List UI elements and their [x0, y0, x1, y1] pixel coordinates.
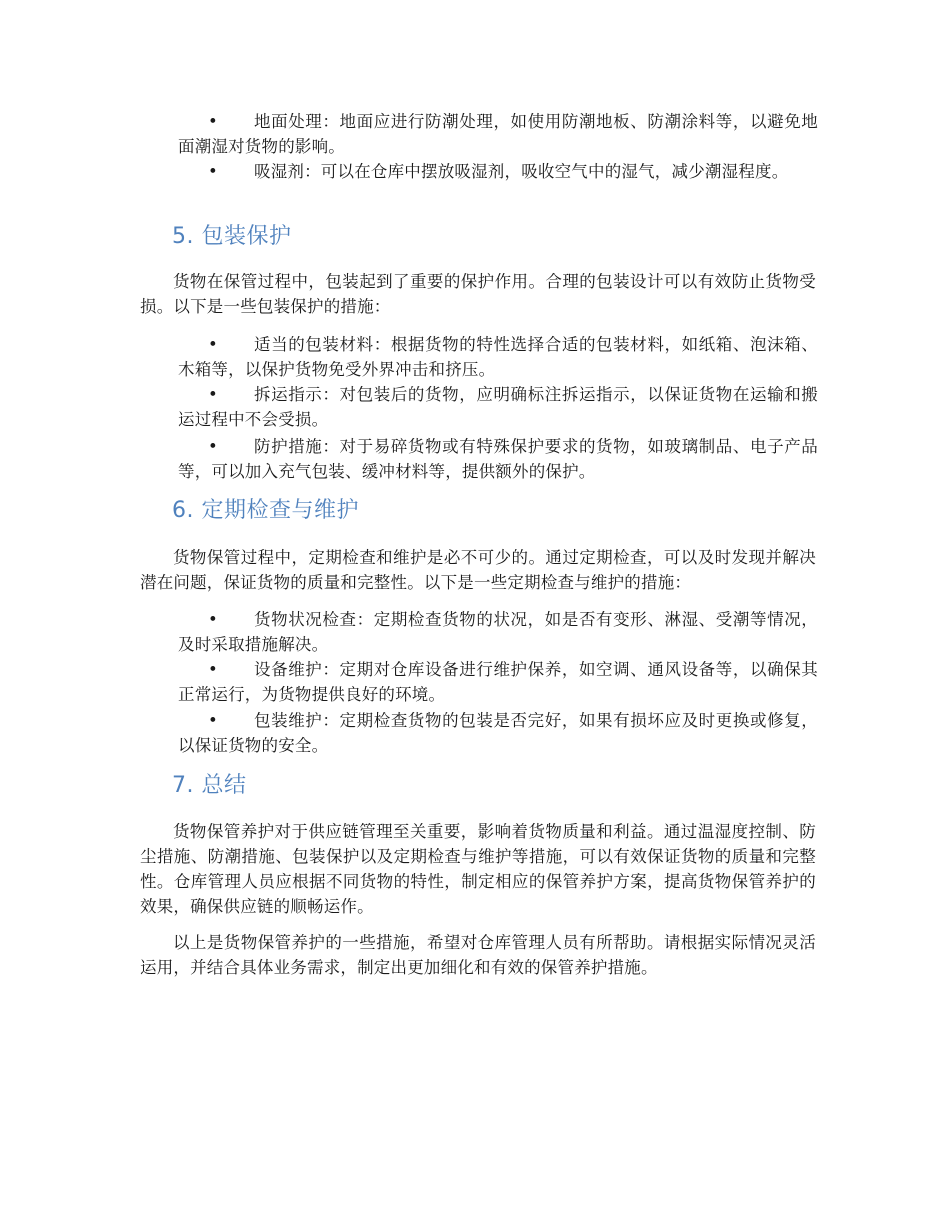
bullet-text: 吸湿剂：可以在仓库中摆放吸湿剂，吸收空气中的湿气，减少潮湿程度。 [254, 162, 789, 181]
bullet-goods-condition [178, 607, 818, 657]
bullet-text: 地面处理：地面应进行防潮处理，如使用防潮地板、防潮涂料等，以避免地面潮湿对货物的影响。 [178, 112, 818, 156]
bullet-text: 设备维护：定期对仓库设备进行维护保养，如空调、通风设备等，以确保其正常运行，为货物提供良好的环境。 [178, 660, 818, 704]
bullet-handling-instruction [178, 382, 818, 432]
bullet-dot: • [208, 335, 218, 354]
bullet-equipment-maintenance [178, 657, 818, 707]
section-intro-inspection: 货物保管过程中，定期检查和维护是必不可少的。通过定期检查，可以及时发现并解决潜在问题，保证货物的质量和完整性。以下是一些定期检查与维护的措施： [140, 548, 816, 592]
bullet-text: 货物状况检查：定期检查货物的状况，如是否有变形、淋湿、受潮等情况，及时采取措施解决。 [178, 610, 818, 654]
bullet-text: 防护措施：对于易碎货物或有特殊保护要求的货物，如玻璃制品、电子产品等，可以加入充气包装、缓冲材料等，提供额外的保护。 [178, 437, 818, 481]
section-heading-summary: 7. 总结 [172, 773, 247, 798]
bullet-dot: • [208, 385, 218, 404]
bullet-text: 拆运指示：对包装后的货物，应明确标注拆运指示，以保证货物在运输和搬运过程中不会受损。 [178, 385, 818, 429]
bullet-dot: • [208, 112, 218, 131]
bullet-dot: • [208, 660, 218, 679]
bullet-text: 适当的包装材料：根据货物的特性选择合适的包装材料，如纸箱、泡沫箱、木箱等，以保护货物免受外界冲击和挤压。 [178, 335, 818, 379]
section-heading-packaging: 5. 包装保护 [172, 224, 292, 249]
summary-paragraph-1: 货物保管养护对于供应链管理至关重要，影响着货物质量和利益。通过温湿度控制、防尘措施、防潮措施、包装保护以及定期检查与维护等措施，可以有效保证货物的质量和完整性。仓库管理人员应根据不同货物的特性，制定相应的保管养护方案，提高货物保管养护的效果，确保供应链的顺畅运作。 [140, 822, 816, 916]
summary-paragraph-2: 以上是货物保管养护的一些措施，希望对仓库管理人员有所帮助。请根据实际情况灵活运用，并结合具体业务需求，制定出更加细化和有效的保管养护措施。 [140, 933, 816, 977]
section-intro-packaging: 货物在保管过程中，包装起到了重要的保护作用。合理的包装设计可以有效防止货物受损。以下是一些包装保护的措施： [140, 272, 816, 316]
bullet-dot: • [208, 711, 218, 730]
section-heading-inspection: 6. 定期检查与维护 [172, 498, 359, 523]
bullet-ground-treatment [178, 109, 818, 159]
bullet-dot: • [208, 162, 218, 181]
bullet-text: 包装维护：定期检查货物的包装是否完好，如果有损坏应及时更换或修复，以保证货物的安全。 [178, 711, 818, 755]
bullet-packaging-material [178, 332, 818, 382]
bullet-desiccant [178, 159, 818, 184]
bullet-dot: • [208, 610, 218, 629]
bullet-protective-measures [178, 434, 818, 484]
bullet-dot: • [208, 437, 218, 456]
bullet-packaging-maintenance [178, 708, 818, 758]
